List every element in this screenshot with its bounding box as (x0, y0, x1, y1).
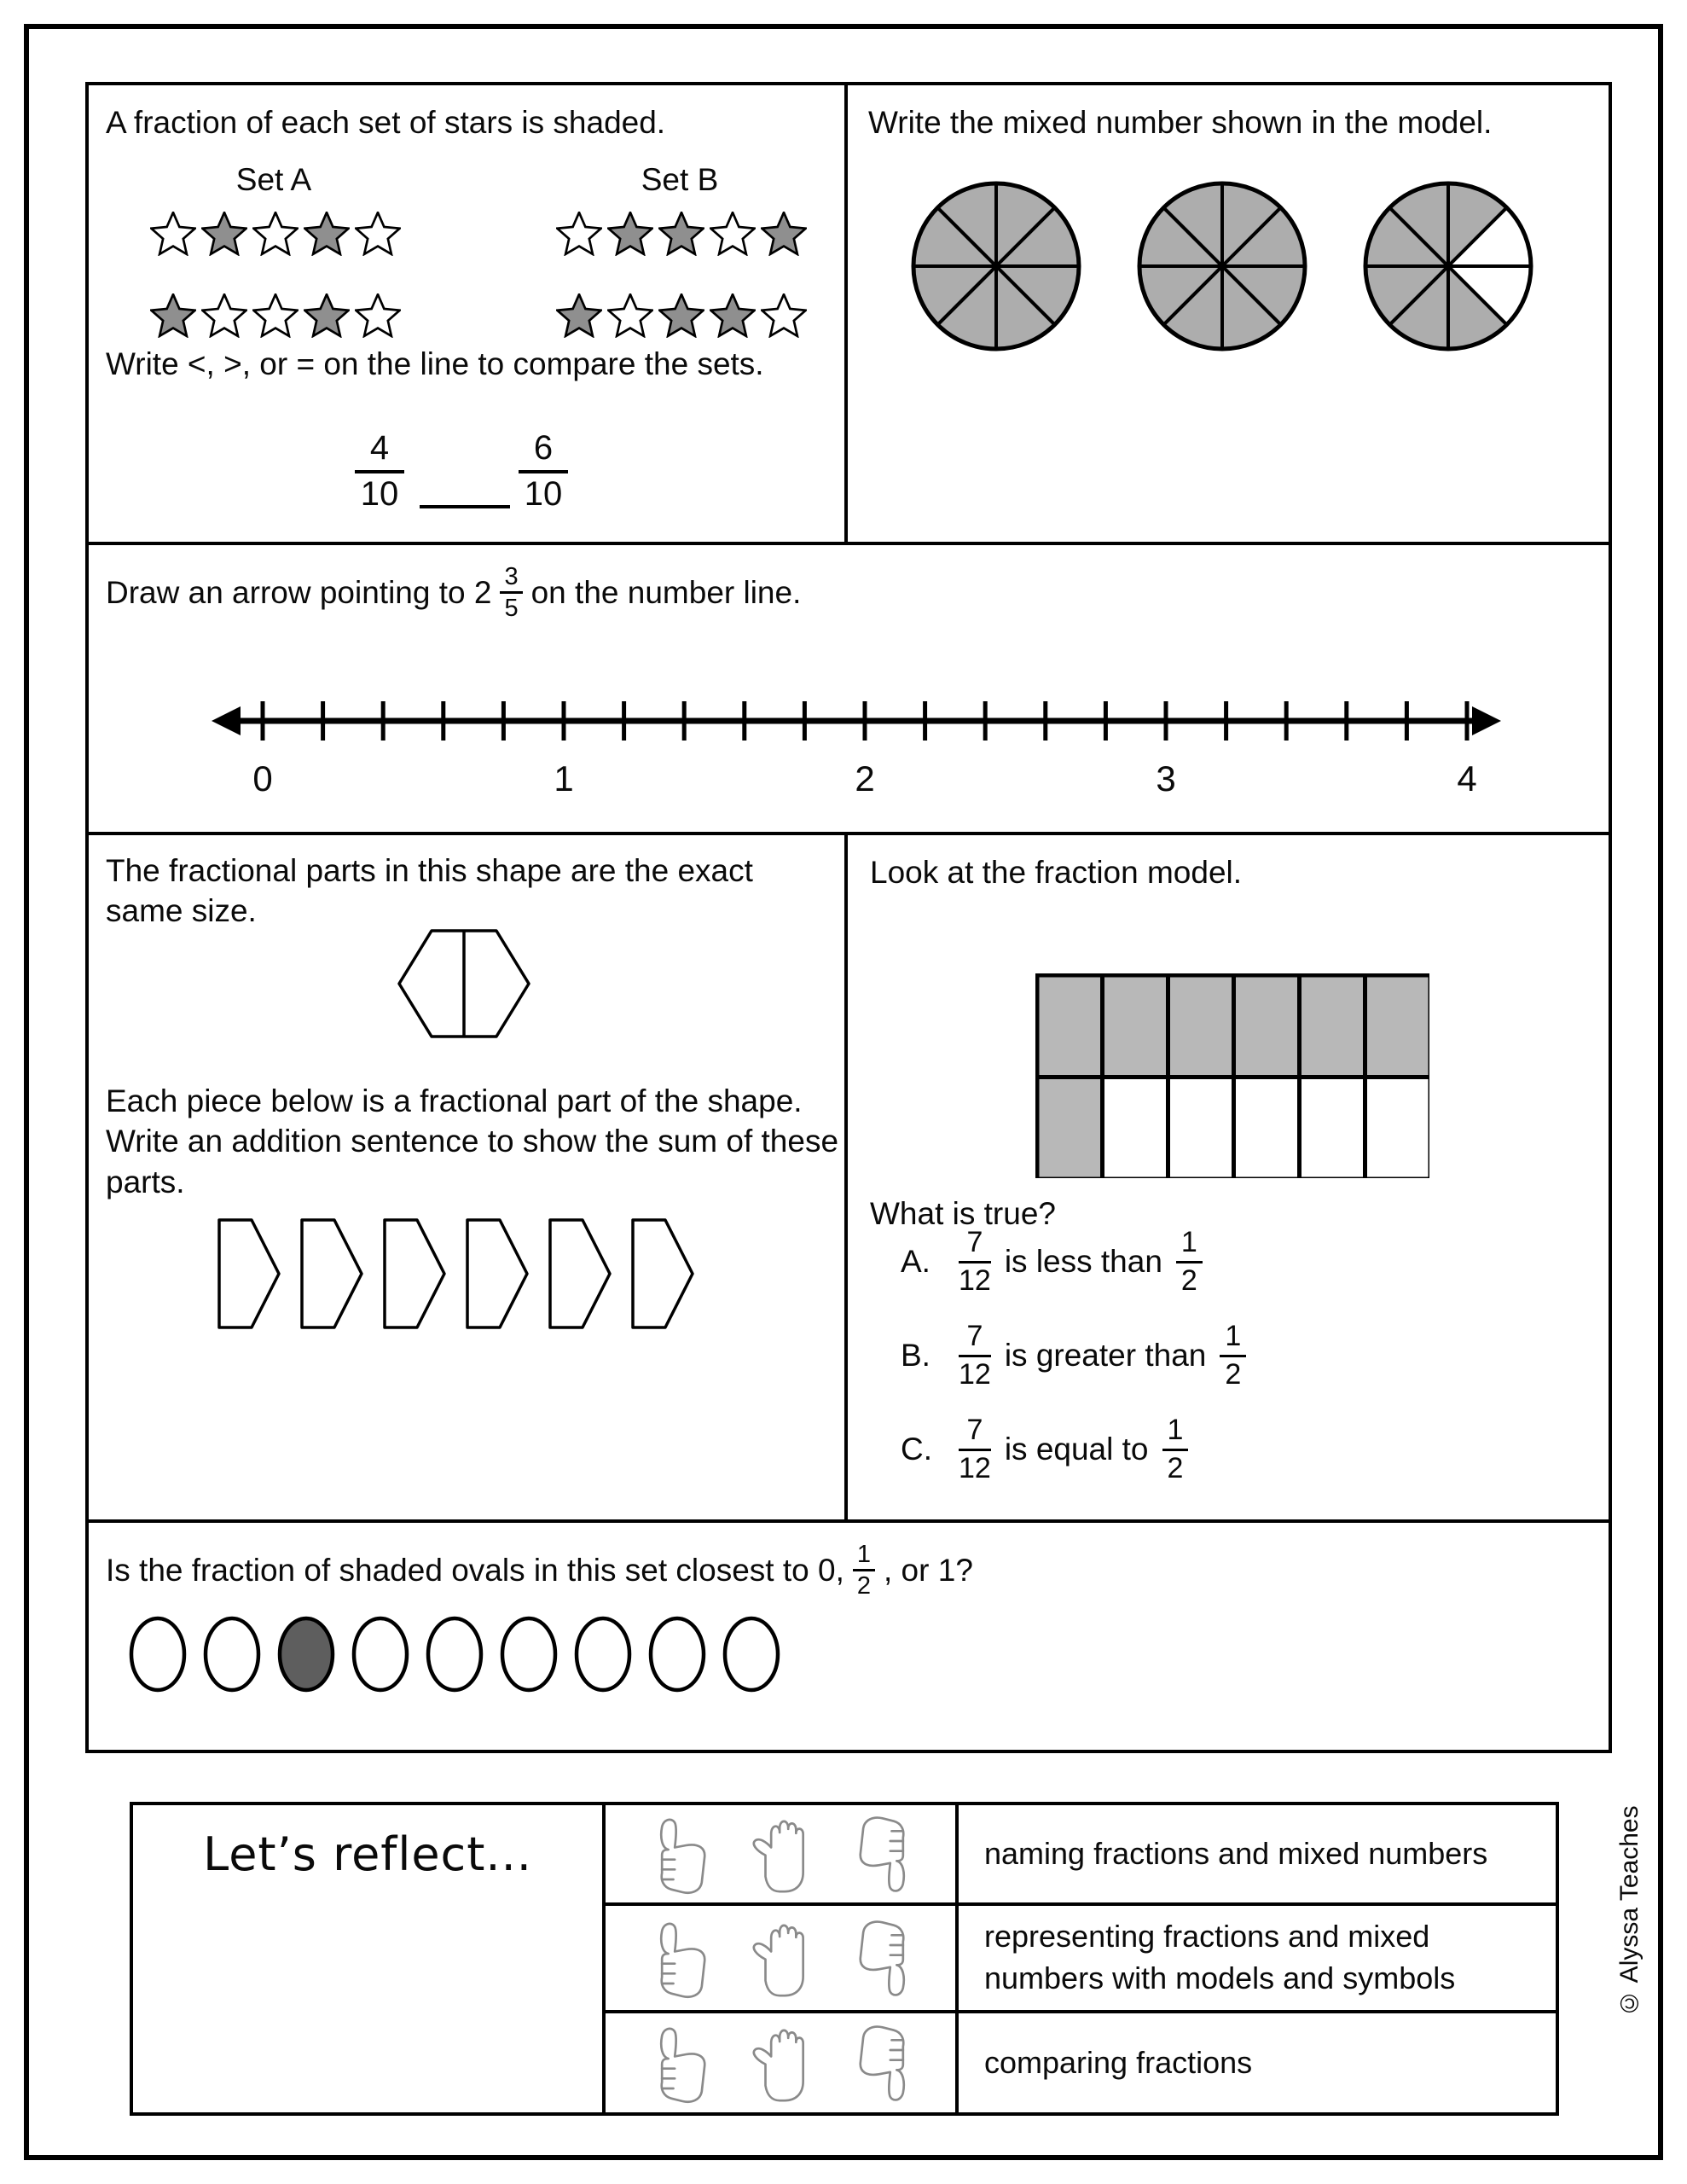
oval-outline (722, 1615, 781, 1693)
star-outline-icon (710, 212, 756, 256)
star-filled-icon (304, 293, 350, 338)
star-filled-icon (658, 212, 704, 256)
thumbs-down-icon[interactable] (842, 1915, 920, 2001)
fraction-model-svg (1035, 973, 1429, 1178)
set-a-label: Set A (235, 162, 312, 197)
oval-shaded (276, 1615, 336, 1693)
star-filled-icon (150, 293, 196, 338)
oval-outline (647, 1615, 707, 1693)
star-outline-icon (252, 212, 299, 256)
instruction-prefix: Draw an arrow pointing to 2 (106, 575, 492, 611)
one-half-fraction: $\frac{1}{2}$ (853, 1542, 875, 1600)
reflect-rating-row-2[interactable] (606, 1902, 959, 2010)
fraction-numerator: 4 (355, 429, 404, 473)
circle-fraction-model (1359, 177, 1538, 356)
star-filled-icon (761, 212, 807, 256)
reflect-skill-1: naming fractions and mixed numbers (984, 1835, 1488, 1871)
half-hexagon-piece (630, 1217, 695, 1330)
svg-text:4: 4 (1457, 758, 1477, 799)
mixed-number-fraction: $\frac{3}{5}$ (500, 564, 522, 622)
star-outline-icon (556, 212, 602, 256)
reflect-skill-3: comparing fractions (959, 2010, 1556, 2112)
star-outline-icon (201, 293, 247, 338)
cell-number-line (89, 545, 1609, 832)
number-line-svg[interactable] (208, 673, 1504, 810)
reflect-title: Let’s reflect... (203, 1827, 532, 1881)
star-row (556, 293, 807, 338)
star-outline-icon (761, 293, 807, 338)
thumbs-down-icon[interactable] (842, 2020, 920, 2106)
reflect-title-cell (133, 1805, 606, 2112)
star-filled-icon (710, 293, 756, 338)
half-hexagon-piece (382, 1217, 447, 1330)
svg-text:3: 3 (1156, 758, 1176, 799)
oval-outline (202, 1615, 262, 1693)
cell-hexagon-parts (89, 835, 844, 1519)
thumbs-sideways-icon[interactable] (741, 2020, 820, 2106)
star-outline-icon (150, 212, 196, 256)
fraction-numerator: 6 (519, 429, 568, 473)
reflect-rating-row-3[interactable] (606, 2010, 959, 2112)
cell-shaded-ovals (89, 1523, 1609, 1750)
thumbs-down-icon[interactable] (842, 1811, 920, 1896)
fraction-four-tenths (355, 429, 404, 514)
half-hexagon-piece (465, 1217, 530, 1330)
circle-models (907, 177, 1538, 356)
star-filled-icon (201, 212, 247, 256)
oval-outline (573, 1615, 633, 1693)
answer-option-a[interactable]: A. $\frac{7}{12}$ is less than $\frac{1}{2}$ (901, 1221, 1203, 1303)
star-row (556, 212, 807, 256)
circle-fraction-model (907, 177, 1086, 356)
copyright-text: © Alyssa Teaches (1615, 1805, 1644, 2017)
compare-answer-blank[interactable] (420, 444, 510, 508)
half-hexagon-piece (548, 1217, 612, 1330)
fraction-denominator: 10 (360, 474, 399, 513)
hexagon-pieces (217, 1217, 695, 1330)
ovals-question-prefix: Is the fraction of shaded ovals in this set closest to 0, (106, 1553, 844, 1589)
ovals-question (106, 1542, 973, 1600)
oval-outline (499, 1615, 559, 1693)
star-filled-icon (658, 293, 704, 338)
thumbs-up-icon[interactable] (641, 2020, 719, 2106)
oval-outline (425, 1615, 484, 1693)
star-filled-icon (607, 212, 653, 256)
svg-text:1: 1 (554, 758, 574, 799)
answer-option-c[interactable]: C. $\frac{7}{12}$ is equal to $\frac{1}{2}$ (901, 1409, 1188, 1490)
star-row (150, 212, 401, 256)
fraction-model-title: Look at the fraction model. (870, 855, 1243, 890)
star-filled-icon (304, 212, 350, 256)
star-outline-icon (607, 293, 653, 338)
numberline-instruction (106, 564, 801, 622)
compare-instruction: Write <, >, or = on the line to compare the sets. (106, 346, 764, 381)
fraction-six-tenths (519, 429, 568, 514)
fraction-denominator: 10 (524, 474, 563, 513)
ovals-question-suffix: , or 1? (884, 1553, 973, 1589)
problems-grid (85, 82, 1612, 1753)
svg-text:2: 2 (855, 758, 875, 799)
stars-title: A fraction of each set of stars is shaded. (106, 105, 666, 140)
reflect-rating-row-1[interactable] (606, 1805, 959, 1902)
thumbs-sideways-icon[interactable] (741, 1811, 820, 1896)
set-b-label: Set B (641, 162, 719, 197)
star-outline-icon (355, 212, 401, 256)
thumbs-sideways-icon[interactable] (741, 1915, 820, 2001)
circle-fraction-model (1133, 177, 1312, 356)
half-hexagon-piece (299, 1217, 364, 1330)
hexagon-shape (396, 924, 532, 1043)
thumbs-up-icon[interactable] (641, 1811, 719, 1896)
svg-text:0: 0 (252, 758, 273, 799)
star-outline-icon (355, 293, 401, 338)
star-outline-icon (252, 293, 299, 338)
cell-mixed-number (848, 85, 1609, 542)
mixed-number-title: Write the mixed number shown in the model. (868, 105, 1493, 140)
cell-star-fractions (89, 85, 844, 542)
what-is-true-question: What is true? (870, 1196, 1056, 1231)
reflect-skill-2: representing fractions and mixed numbers with models and symbols (959, 1902, 1556, 2010)
answer-option-b[interactable]: B. $\frac{7}{12}$ is greater than $\frac{1}{2}$ (901, 1315, 1246, 1397)
thumbs-up-icon[interactable] (641, 1915, 719, 2001)
hexagon-text-2: Each piece below is a fractional part of the shape. Write an addition sentence to show the sum of these parts. (106, 1083, 839, 1199)
oval-outline (128, 1615, 188, 1693)
ovals-row (128, 1615, 781, 1693)
cell-fraction-model (848, 835, 1609, 1519)
hexagon-text-1: The fractional parts in this shape are the exact same size. (106, 853, 753, 929)
instruction-suffix: on the number line. (530, 575, 802, 611)
star-row (150, 293, 401, 338)
star-filled-icon (556, 293, 602, 338)
half-hexagon-piece (217, 1217, 281, 1330)
oval-outline (351, 1615, 410, 1693)
reflect-table (130, 1802, 1559, 2116)
